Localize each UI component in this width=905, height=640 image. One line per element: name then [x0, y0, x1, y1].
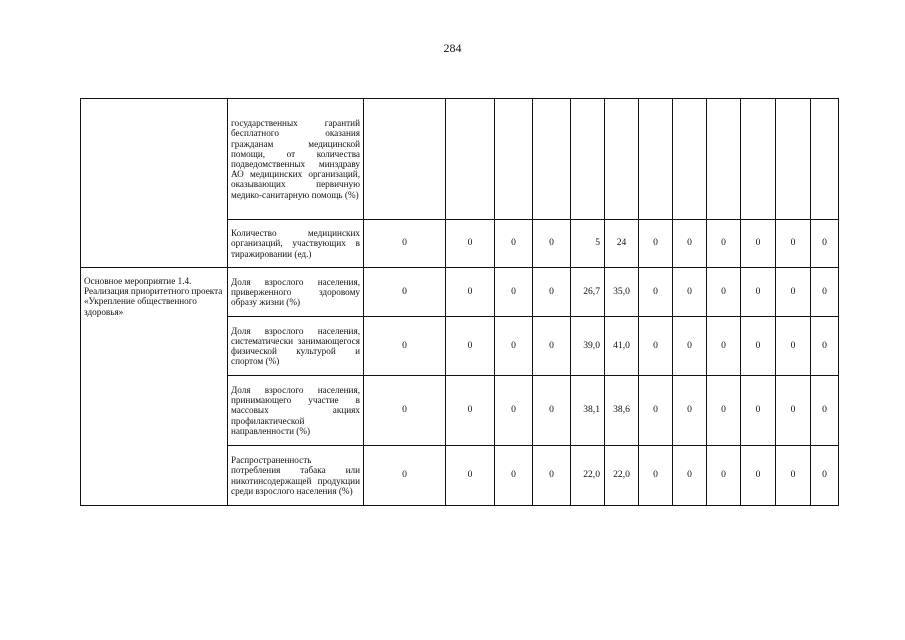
value-cell: 41,0 — [605, 317, 639, 376]
value-cell — [811, 99, 839, 220]
value-cell — [605, 99, 639, 220]
value-cell: 0 — [673, 376, 707, 446]
value-cell: 0 — [741, 220, 776, 268]
value-cell: 0 — [495, 376, 533, 446]
indicator-cell: Доля взрослого населения, принимающего участие в массовых акциях профилактической направленности (%) — [228, 376, 364, 446]
value-cell: 0 — [495, 446, 533, 506]
value-cell: 0 — [707, 376, 741, 446]
indicator-cell: государственных гарантий бесплатного оказания гражданам медицинской помощи, от количества подведомственных минздраву АО медицинских организаций, оказывающих первичную медико-санитарную помощь (%) — [228, 99, 364, 220]
value-cell — [571, 99, 605, 220]
value-cell: 0 — [673, 317, 707, 376]
value-cell: 24 — [605, 220, 639, 268]
value-cell: 0 — [639, 317, 673, 376]
value-cell: 0 — [364, 376, 446, 446]
value-cell: 22,0 — [605, 446, 639, 506]
value-cell: 0 — [776, 317, 811, 376]
indicators-table — [80, 98, 839, 506]
value-cell: 0 — [673, 220, 707, 268]
value-cell: 0 — [707, 317, 741, 376]
value-cell: 0 — [811, 376, 839, 446]
page-number: 284 — [443, 41, 462, 55]
value-cell: 0 — [811, 446, 839, 506]
value-cell: 0 — [776, 220, 811, 268]
value-cell: 0 — [811, 220, 839, 268]
value-cell: 0 — [639, 220, 673, 268]
value-cell: 0 — [533, 317, 571, 376]
value-cell: 0 — [495, 317, 533, 376]
value-cell: 0 — [707, 446, 741, 506]
value-cell: 0 — [364, 220, 446, 268]
value-cell: 0 — [707, 220, 741, 268]
value-cell: 0 — [776, 446, 811, 506]
indicator-cell: Распространенность потребления табака или никотинсодержащей продукции среди взрослого населения (%) — [228, 446, 364, 506]
value-cell: 0 — [495, 268, 533, 317]
value-cell: 0 — [776, 376, 811, 446]
value-cell: 0 — [741, 376, 776, 446]
value-cell: 0 — [364, 446, 446, 506]
value-cell: 0 — [533, 446, 571, 506]
value-cell — [639, 99, 673, 220]
value-cell — [446, 99, 495, 220]
value-cell: 0 — [446, 220, 495, 268]
value-cell — [707, 99, 741, 220]
activity-cell: Основное мероприятие 1.4. Реализация приоритетного проекта «Укрепление общественного здоровья» — [81, 268, 228, 506]
value-cell — [673, 99, 707, 220]
value-cell: 0 — [364, 268, 446, 317]
indicator-cell: Доля взрослого населения, систематически занимающегося физической культурой и спортом (%) — [228, 317, 364, 376]
value-cell: 22,0 — [571, 446, 605, 506]
table-row — [81, 268, 839, 317]
value-cell: 0 — [639, 268, 673, 317]
value-cell: 0 — [707, 268, 741, 317]
value-cell: 0 — [446, 376, 495, 446]
value-cell — [741, 99, 776, 220]
value-cell: 0 — [741, 268, 776, 317]
value-cell: 0 — [533, 220, 571, 268]
value-cell — [776, 99, 811, 220]
value-cell: 0 — [533, 376, 571, 446]
value-cell — [495, 99, 533, 220]
value-cell: 0 — [811, 268, 839, 317]
value-cell: 0 — [776, 268, 811, 317]
value-cell: 0 — [811, 317, 839, 376]
value-cell: 0 — [533, 268, 571, 317]
value-cell: 38,1 — [571, 376, 605, 446]
value-cell: 26,7 — [571, 268, 605, 317]
value-cell: 0 — [364, 317, 446, 376]
value-cell: 0 — [741, 446, 776, 506]
value-cell: 0 — [446, 317, 495, 376]
value-cell: 0 — [673, 268, 707, 317]
indicator-cell: Количество медицинских организаций, участвующих в тиражировании (ед.) — [228, 220, 364, 268]
table-row — [81, 99, 839, 220]
value-cell: 0 — [741, 317, 776, 376]
value-cell: 0 — [639, 446, 673, 506]
value-cell: 0 — [673, 446, 707, 506]
value-cell — [533, 99, 571, 220]
indicator-cell: Доля взрослого населения, приверженного здоровому образу жизни (%) — [228, 268, 364, 317]
value-cell: 38,6 — [605, 376, 639, 446]
activity-cell — [81, 99, 228, 268]
value-cell: 35,0 — [605, 268, 639, 317]
value-cell: 39,0 — [571, 317, 605, 376]
value-cell: 0 — [639, 376, 673, 446]
value-cell — [364, 99, 446, 220]
value-cell: 0 — [446, 446, 495, 506]
value-cell: 5 — [571, 220, 605, 268]
value-cell: 0 — [446, 268, 495, 317]
value-cell: 0 — [495, 220, 533, 268]
